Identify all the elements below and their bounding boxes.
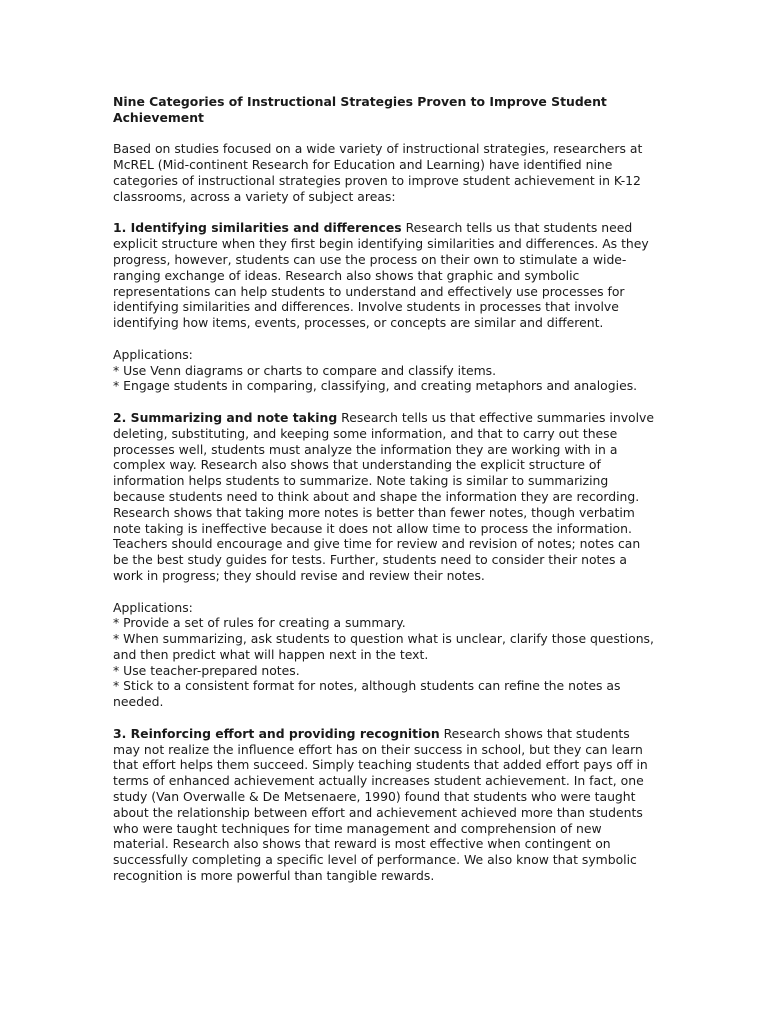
document-title: Nine Categories of Instructional Strategies Proven to Improve Student Achievement	[113, 94, 607, 125]
section-1-applications-label: Applications:	[113, 346, 193, 362]
section-3-heading: 3. Reinforcing effort and providing recognition	[113, 725, 440, 741]
list-item: * Engage students in comparing, classifying, and creating metaphors and analogies.	[113, 378, 638, 394]
document-page	[113, 94, 658, 900]
list-item: * When summarizing, ask students to question what is unclear, clarify those questions, and then predict what will happen next in the text.	[113, 631, 654, 662]
section-3-paragraph	[113, 726, 658, 884]
list-item: * Stick to a consistent format for notes, although students can refine the notes as needed.	[113, 678, 621, 710]
section-3-body: Research shows that students may not realize the influence effort has on their success in school, but they can learn that effort helps them succeed. Simply teaching students that added effort pays off in terms of enhanced achievement actually increases student achievement. In fact, one study (Van Overwalle & De Metsenaere, 1990) found that students who were taught about the relationship between effort and achievement achieved more than students who were taught techniques for time management and comprehension of new material. Research also shows that reward is most effective when contingent on successfully completing a specific level of performance. We also know that symbolic recognition is more powerful than tangible rewards.	[113, 725, 648, 884]
section-1-heading: 1. Identifying similarities and differences	[113, 220, 402, 236]
section-2-heading: 2. Summarizing and note taking	[113, 409, 338, 425]
list-item: * Provide a set of rules for creating a summary.	[113, 615, 406, 631]
section-2-paragraph	[113, 410, 658, 584]
list-item: * Use teacher-prepared notes.	[113, 662, 300, 678]
section-2-applications	[113, 600, 658, 711]
section-1-body: Research tells us that students need explicit structure when they first begin identifying similarities and differences. As they progress, however, students can use the process on their own to stimulate a wide-ranging exchange of ideas. Research also shows that graphic and symbolic representations can help students to understand and effectively use processes for identifying similarities and differences. Involve students in processes that involve identifying how items, events, processes, or concepts are similar and different.	[113, 220, 649, 331]
section-1-paragraph	[113, 220, 658, 331]
intro-paragraph: Based on studies focused on a wide variety of instructional strategies, researchers at McREL (Mid-continent Research for Education and Learning) have identified nine categories of instructional strategies proven to improve student achievement in K-12 classrooms, across a variety of subject areas:	[113, 141, 643, 204]
section-2-body: Research tells us that effective summaries involve deleting, substituting, and keeping some information, and that to carry out these processes well, students must analyze the information they are working with in a complex way. Research also shows that understanding the explicit structure of information helps students to summarize. Note taking is similar to summarizing because students need to think about and shape the information they are recording. Research shows that taking more notes is better than fewer notes, though verbatim note taking is ineffective because it does not allow time to process the information. Teachers should encourage and give time for review and revision of notes; notes can be the best study guides for tests. Further, students need to consider their notes a work in progress; they should revise and review their notes.	[113, 409, 655, 583]
section-1-applications-list	[113, 363, 658, 395]
list-item: * Use Venn diagrams or charts to compare and classify items.	[113, 362, 497, 378]
section-2-applications-list	[113, 615, 658, 710]
section-1-applications	[113, 347, 658, 394]
section-2-applications-label: Applications:	[113, 599, 193, 615]
